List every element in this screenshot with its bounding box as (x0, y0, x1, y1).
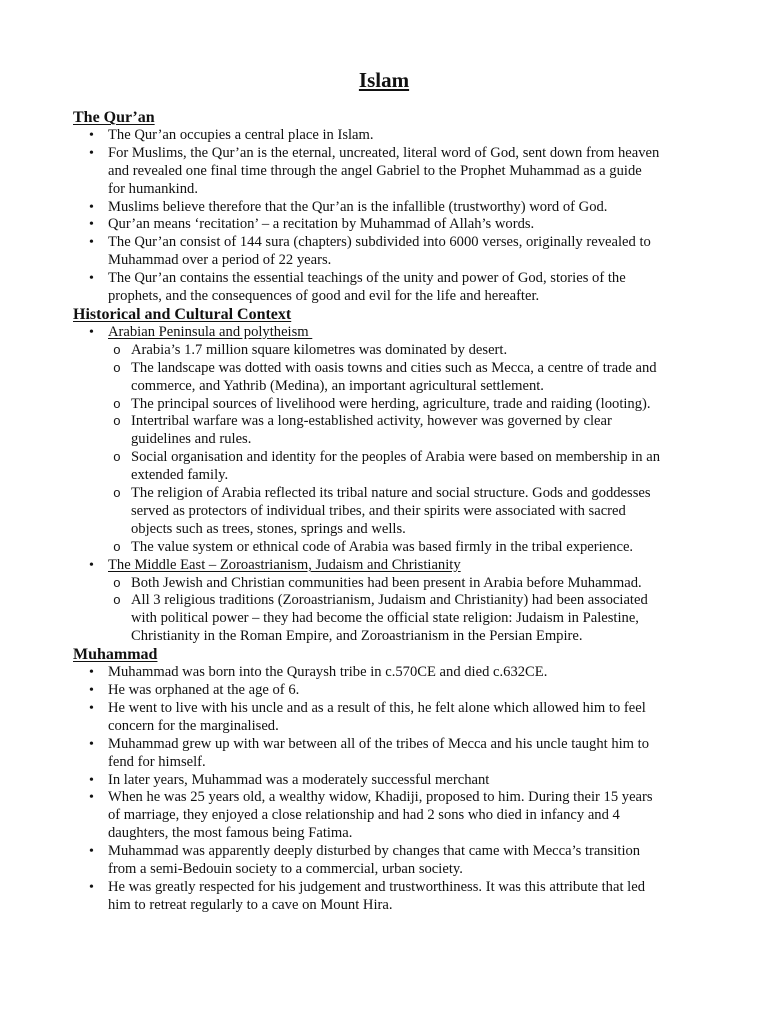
bullet-item: • Muhammad grew up with war between all of the tribes of Mecca and his uncle taught him to fend for himself. (0, 736, 768, 772)
sub-bullet-item: o The landscape was dotted with oasis towns and cities such as Mecca, a centre of trade and commerce, and Yathrib (Medina), an important agricultural settlement. (0, 360, 768, 396)
subsection-heading-arabian-peninsula: • Arabian Peninsula and polytheism (0, 324, 768, 342)
bullet-item: • Muslims believe therefore that the Qur’an is the infallible (trustworthy) word of God. (0, 199, 768, 217)
sub-bullet-item: o Intertribal warfare was a long-established activity, however was governed by clear guidelines and rules. (0, 413, 768, 449)
bullet-item: • For Muslims, the Qur’an is the eternal, uncreated, literal word of God, sent down from heaven and revealed one final time through the angel Gabriel to the Prophet Muhammad as a guide for humankind. (0, 145, 768, 199)
sub-bullet-item: o The value system or ethnical code of Arabia was based firmly in the tribal experience. (0, 539, 768, 557)
bullet-item: • The Qur’an contains the essential teachings of the unity and power of God, stories of the prophets, and the consequences of good and evil for the life and hereafter. (0, 270, 768, 306)
sub-bullet-item: o Arabia’s 1.7 million square kilometres was dominated by desert. (0, 342, 768, 360)
section-heading-historical-context: Historical and Cultural Context (73, 305, 292, 323)
bullet-item: • When he was 25 years old, a wealthy widow, Khadiji, proposed to him. During their 15 years of marriage, they enjoyed a close relationship and had 2 sons who died in infancy and 4 daughters, the most famous being Fatima. (0, 789, 768, 843)
section-heading-muhammad: Muhammad (73, 646, 158, 664)
document-body (0, 109, 768, 915)
section-heading-quran: The Qur’an (73, 109, 155, 126)
bullet-item: • In later years, Muhammad was a moderately successful merchant (0, 772, 768, 790)
bullet-item: • The Qur’an occupies a central place in Islam. (0, 127, 768, 145)
bullet-item: • Muhammad was apparently deeply disturbed by changes that came with Mecca’s transition from a semi-Bedouin society to a commercial, urban society. (0, 843, 768, 879)
bullet-item: • He was greatly respected for his judgement and trustworthiness. It was this attribute that led him to retreat regularly to a cave on Mount Hira. (0, 879, 768, 915)
bullet-item: • Muhammad was born into the Quraysh tribe in c.570CE and died c.632CE. (0, 664, 768, 682)
sub-bullet-item: o Both Jewish and Christian communities had been present in Arabia before Muhammad. (0, 575, 768, 593)
bullet-item: • Qur’an means ‘recitation’ – a recitation by Muhammad of Allah’s words. (0, 216, 768, 234)
subsection-heading-middle-east: • The Middle East – Zoroastrianism, Judaism and Christianity (0, 557, 768, 575)
document-title: Islam (358, 68, 410, 92)
bullet-item: • He was orphaned at the age of 6. (0, 682, 768, 700)
sub-bullet-item: o Social organisation and identity for the peoples of Arabia were based on membership in an extended family. (0, 449, 768, 485)
sub-bullet-item: o All 3 religious traditions (Zoroastrianism, Judaism and Christianity) had been associated with political power – they had become the official state religion: Judaism in Palestine, Christianity in the Roman Empire, and Zoroastrianism in the Persian Empire. (0, 592, 768, 646)
sub-bullet-item: o The principal sources of livelihood were herding, agriculture, trade and raiding (looting). (0, 396, 768, 414)
bullet-item: • The Qur’an consist of 144 sura (chapters) subdivided into 6000 verses, originally revealed to Muhammad over a period of 22 years. (0, 234, 768, 270)
sub-bullet-item: o The religion of Arabia reflected its tribal nature and social structure. Gods and goddesses served as protectors of individual tribes, and their spirits were associated with sacred objects such as trees, stones, springs and wells. (0, 485, 768, 539)
bullet-item: • He went to live with his uncle and as a result of this, he felt alone which allowed him to feel concern for the marginalised. (0, 700, 768, 736)
